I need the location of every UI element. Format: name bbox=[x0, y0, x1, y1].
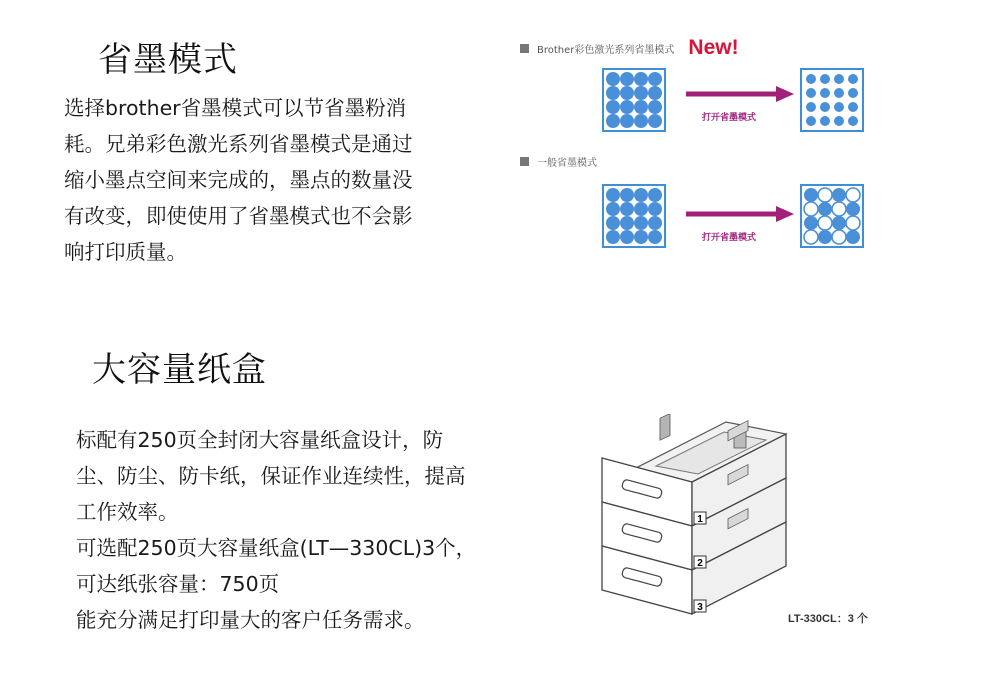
toner-dot bbox=[620, 202, 634, 216]
arrow-label: 打开省墨模式 bbox=[702, 113, 757, 123]
toner-dot bbox=[832, 216, 846, 230]
toner-dot bbox=[832, 202, 846, 216]
paragraph-line: 能充分满足打印量大的客户任务需求。 bbox=[76, 608, 425, 632]
toner-dot bbox=[820, 88, 830, 98]
toner-dot bbox=[634, 202, 648, 216]
legend-label: 一般省墨模式 bbox=[537, 158, 597, 169]
toner-dot bbox=[606, 202, 620, 216]
toner-dot bbox=[606, 114, 620, 128]
arrow-label: 打开省墨模式 bbox=[702, 233, 757, 243]
paragraph-line: 耗。兄弟彩色激光系列省墨模式是通过 bbox=[64, 132, 413, 156]
toner-dot bbox=[818, 202, 832, 216]
section-title-toner-save: 省墨模式 bbox=[98, 40, 238, 80]
legend-label: Brother彩色激光系列省墨模式 bbox=[537, 44, 675, 56]
legend-square-icon bbox=[520, 157, 529, 166]
toner-dot bbox=[846, 216, 860, 230]
paragraph-line: 响打印质量。 bbox=[64, 240, 187, 264]
toner-dot bbox=[648, 202, 662, 216]
toner-dot bbox=[820, 74, 830, 84]
dot-box-general-result bbox=[800, 184, 864, 248]
paragraph-line: 尘、防尘、防卡纸，保证作业连续性，提高 bbox=[76, 464, 466, 488]
toner-dot bbox=[648, 230, 662, 244]
toner-dot bbox=[620, 114, 634, 128]
section-title-large-tray: 大容量纸盒 bbox=[92, 350, 267, 390]
toner-dot bbox=[818, 216, 832, 230]
paragraph-line: 选择brother省墨模式可以节省墨粉消 bbox=[64, 96, 407, 120]
toner-dot bbox=[620, 230, 634, 244]
toner-dot bbox=[806, 116, 816, 126]
legend-square-icon bbox=[520, 44, 529, 53]
toner-dot bbox=[606, 188, 620, 202]
paragraph-line: 可选配250页大容量纸盒(LT—330CL)3个， bbox=[76, 536, 477, 560]
toner-dot bbox=[634, 86, 648, 100]
large-tray-description bbox=[76, 422, 476, 638]
toner-dot bbox=[648, 114, 662, 128]
tray-number-label: 1 bbox=[697, 514, 703, 525]
toner-dot bbox=[648, 86, 662, 100]
paragraph-line: 标配有250页全封闭大容量纸盒设计，防 bbox=[76, 428, 444, 452]
toner-dot bbox=[634, 216, 648, 230]
toner-dot bbox=[848, 88, 858, 98]
dot-box-original-top bbox=[602, 68, 666, 132]
tray-caption: LT-330CL：3 个 bbox=[788, 613, 868, 625]
toner-dot bbox=[606, 216, 620, 230]
toner-dot bbox=[620, 86, 634, 100]
paragraph-line: 工作效率。 bbox=[76, 500, 179, 524]
toner-dot bbox=[834, 102, 844, 112]
toner-dot bbox=[620, 100, 634, 114]
paper-tray-illustration bbox=[596, 414, 796, 624]
tray-number-label: 3 bbox=[697, 602, 703, 613]
toner-dot bbox=[606, 100, 620, 114]
arrow-right-icon bbox=[686, 84, 796, 104]
paragraph-line: 可达纸张容量：750页 bbox=[76, 572, 280, 596]
toner-dot bbox=[620, 72, 634, 86]
toner-dot bbox=[620, 188, 634, 202]
toner-dot bbox=[846, 230, 860, 244]
toner-dot bbox=[818, 230, 832, 244]
toner-dot bbox=[648, 188, 662, 202]
toner-dot bbox=[846, 188, 860, 202]
toner-dot bbox=[806, 102, 816, 112]
toner-dot bbox=[818, 188, 832, 202]
toner-dot bbox=[648, 72, 662, 86]
toner-dot bbox=[834, 88, 844, 98]
toner-dot bbox=[834, 74, 844, 84]
toner-dot bbox=[648, 100, 662, 114]
toner-dot bbox=[832, 230, 846, 244]
toner-dot bbox=[606, 72, 620, 86]
toner-dot bbox=[848, 74, 858, 84]
paragraph-line: 有改变，即使使用了省墨模式也不会影 bbox=[64, 204, 413, 228]
toner-dot bbox=[634, 100, 648, 114]
toner-dot bbox=[806, 74, 816, 84]
dot-box-brother-result bbox=[800, 68, 864, 132]
new-badge: New! bbox=[688, 36, 739, 59]
paragraph-line: 缩小墨点空间来完成的，墨点的数量没 bbox=[64, 168, 413, 192]
toner-dot bbox=[820, 102, 830, 112]
toner-dot bbox=[806, 88, 816, 98]
toner-dot bbox=[634, 188, 648, 202]
toner-dot bbox=[634, 114, 648, 128]
toner-dot bbox=[848, 102, 858, 112]
toner-save-description bbox=[64, 90, 413, 270]
toner-dot bbox=[804, 230, 818, 244]
toner-dot bbox=[820, 116, 830, 126]
toner-dot bbox=[620, 216, 634, 230]
toner-dot bbox=[804, 216, 818, 230]
toner-dot bbox=[832, 188, 846, 202]
toner-dot bbox=[848, 116, 858, 126]
dot-box-original-bottom bbox=[602, 184, 666, 248]
toner-dot bbox=[846, 202, 860, 216]
toner-dot bbox=[634, 230, 648, 244]
legend-general-mode bbox=[520, 154, 597, 169]
legend-brother-mode bbox=[520, 36, 739, 60]
toner-dot bbox=[804, 188, 818, 202]
tray-number-label: 2 bbox=[697, 558, 703, 569]
toner-dot bbox=[634, 72, 648, 86]
toner-save-diagram bbox=[520, 28, 880, 258]
arrow-right-icon bbox=[686, 204, 796, 224]
toner-dot bbox=[648, 216, 662, 230]
toner-dot bbox=[834, 116, 844, 126]
toner-dot bbox=[804, 202, 818, 216]
toner-dot bbox=[606, 230, 620, 244]
toner-dot bbox=[606, 86, 620, 100]
